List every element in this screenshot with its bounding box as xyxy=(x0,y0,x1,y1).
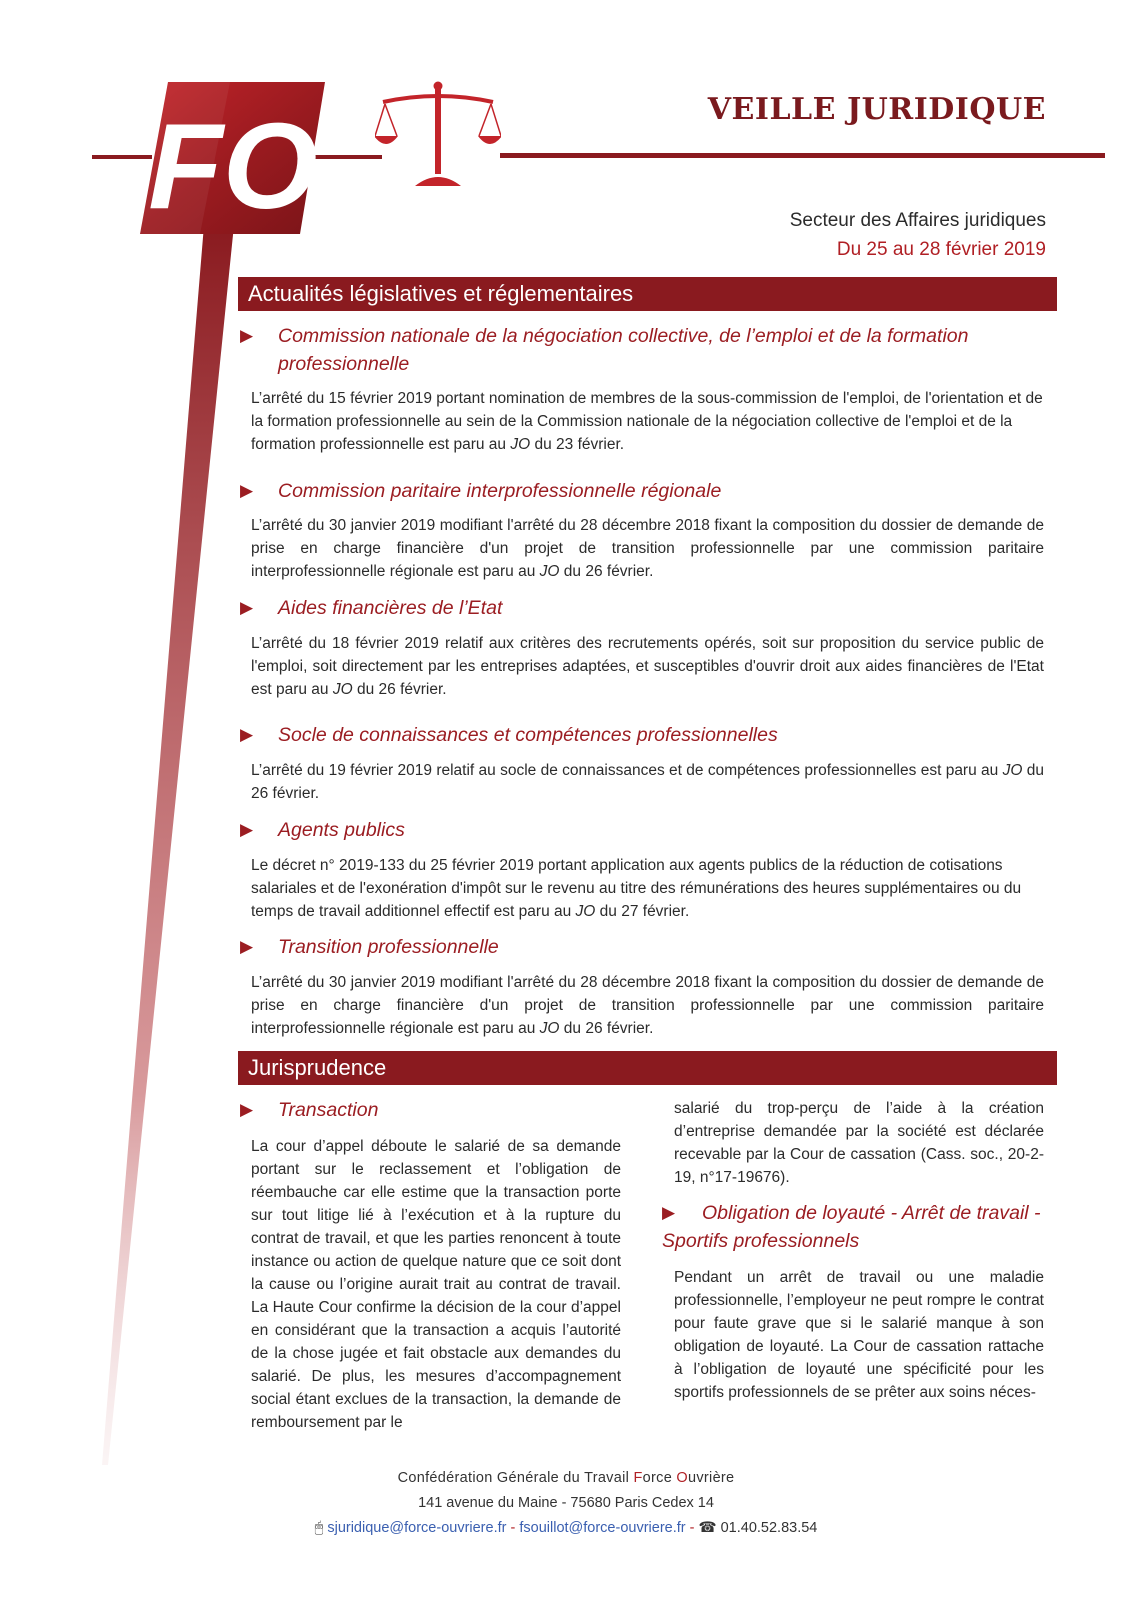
jo-abbrev: JO xyxy=(510,436,531,453)
footer-contacts: 🖱 sjuridique@force-ouvriere.fr - fsouillot@force-ouvriere.fr - ☎ 01.40.52.83.54 xyxy=(314,1520,818,1536)
sector-label: Secteur des Affaires juridiques xyxy=(789,210,1046,231)
article-text: L’arrêté du 30 janvier 2019 modifiant l'arrêté du 28 décembre 2018 fixant la composition du dossier de demande de prise en charge financière d'un projet de transition professionnelle par une commission paritaire interprofessionnelle régionale est paru au JO du 26 février. xyxy=(251,517,1044,580)
jo-abbrev: JO xyxy=(332,681,353,698)
footer-organization: Confédération Générale du Travail Force Ouvrière xyxy=(397,1470,735,1486)
jo-abbrev: JO xyxy=(539,1020,560,1037)
article-heading-text: Agents publics xyxy=(278,819,405,841)
transaction-text-continued: salarié du trop-perçu de l’aide à la création d’entreprise demandée par la société est déclarée recevable par la Cour de cassation (Cass. soc., 20-2-19, n°17-19676). xyxy=(674,1100,1044,1186)
article-heading-text: Socle de connaissances et compétences professionnelles xyxy=(278,724,778,746)
article-heading-text: Transition professionnelle xyxy=(278,936,499,958)
article-heading xyxy=(240,816,1038,844)
bullet-arrow-icon: ▶ xyxy=(240,725,254,744)
bullet-arrow-icon: ▶ xyxy=(240,937,254,956)
bullet-arrow-icon: ▶ xyxy=(240,326,254,345)
article-heading-text: Transaction xyxy=(278,1099,379,1121)
phone-icon: ☎ xyxy=(698,1520,717,1536)
article-heading xyxy=(240,721,1038,749)
bullet-arrow-icon: ▶ xyxy=(240,598,254,617)
fo-logo xyxy=(140,82,325,234)
article-heading-text: Commission paritaire interprofessionnelle régionale xyxy=(278,480,722,502)
header-rule-right xyxy=(500,153,1105,158)
section-bar-jurisprudence: Jurisprudence xyxy=(238,1051,1057,1085)
period-dates: Du 25 au 28 février 2019 xyxy=(836,239,1046,260)
bullet-arrow-icon: ▶ xyxy=(662,1203,676,1222)
jo-abbrev: JO xyxy=(575,903,596,920)
article-text: Le décret n° 2019-133 du 25 février 2019 portant application aux agents publics de la réduction de cotisations salariales et de l'exonération d'impôt sur le revenu au titre des rémunérations des heures supplémentaires ou du temps de travail additionnel effectif est paru au JO du 27 février. xyxy=(251,857,1022,920)
jo-abbrev: JO xyxy=(539,563,560,580)
article-heading xyxy=(240,1096,618,1124)
article-heading xyxy=(240,322,1038,378)
email-link-fsouillot[interactable]: fsouillot@force-ouvriere.fr xyxy=(519,1520,686,1536)
footer-phone: 01.40.52.83.54 xyxy=(720,1520,818,1536)
left-spine-decoration xyxy=(100,225,240,1465)
bullet-arrow-icon: ▶ xyxy=(240,481,254,500)
jo-abbrev: JO xyxy=(1002,762,1023,779)
transaction-text: La cour d’appel déboute le salarié de sa demande portant sur le reclassement et l’obligation de réembauche car elle estime que la transaction porte sur tout litige lié à l’exécution et à la rupture du contrat de travail, et que les parties renoncent à toute instance ou action de quelque nature que ce soit dont la cause ou l’origine aurait trait au contrat de travail. La Haute Cour confirme la décision de la cour d’appel en considérant que la transaction a acquis l’autorité de la chose jugée et fait obstacle aux demandes du salarié. De plus, les mesures d’accompagnement social étant exclues de la transaction, la demande de remboursement par le xyxy=(251,1138,621,1431)
mouse-icon: 🖱 xyxy=(314,1520,324,1536)
article-heading-text: Commission nationale de la négociation collective, de l’emploi et de la formation professionnelle xyxy=(278,325,969,375)
footer-address: 141 avenue du Maine - 75680 Paris Cedex 14 xyxy=(418,1495,714,1511)
article-heading xyxy=(240,477,1038,505)
article-text: L’arrêté du 30 janvier 2019 modifiant l'arrêté du 28 décembre 2018 fixant la composition du dossier de demande de prise en charge financière d'un projet de transition professionnelle par une commission paritaire interprofessionnelle régionale est paru au JO du 26 février. xyxy=(251,974,1044,1037)
article-heading xyxy=(662,1199,1057,1255)
section-bar-legislative: Actualités législatives et réglementaires xyxy=(238,277,1057,311)
article-text: L’arrêté du 15 février 2019 portant nomination de membres de la sous-commission de l'emploi, de l'orientation et de la formation professionnelle au sein de la Commission nationale de la négociation collective de l'emploi et de la formation professionnelle est paru au JO du 23 février. xyxy=(251,390,1043,453)
article-heading xyxy=(240,933,1038,961)
loyalty-text: Pendant un arrêt de travail ou une maladie professionnelle, l’employeur ne peut rompre le contrat pour faute grave que si le salarié manque à son obligation de loyauté. La Cour de cassation rattache à l’obligation de loyauté une spécificité pour les sportifs professionnels de se prêter aux soins néces- xyxy=(674,1269,1044,1401)
bullet-arrow-icon: ▶ xyxy=(240,1100,254,1119)
bullet-arrow-icon: ▶ xyxy=(240,820,254,839)
article-text: L’arrêté du 19 février 2019 relatif au socle de connaissances et de compétences professionnelles est paru au JO du 26 février. xyxy=(251,762,1044,802)
fo-logo-text: FO xyxy=(148,98,318,234)
article-heading-text: Aides financières de l’Etat xyxy=(278,597,503,619)
document-title: VEILLE JURIDIQUE xyxy=(707,92,1046,127)
scales-of-justice-icon xyxy=(375,80,501,188)
email-link-sjuridique[interactable]: sjuridique@force-ouvriere.fr xyxy=(327,1520,507,1536)
article-heading xyxy=(240,594,1038,622)
article-heading-text: Obligation de loyauté - Arrêt de travail - Sportifs professionnels xyxy=(662,1202,1041,1252)
article-text: L’arrêté du 18 février 2019 relatif aux critères des recrutements opérés, soit sur proposition du service public de l'emploi, soit directement par les entreprises adaptées, et susceptibles d'ouvrir droit aux aides financières de l'Etat est paru au JO du 26 février. xyxy=(251,635,1044,698)
footer xyxy=(0,1466,1132,1541)
